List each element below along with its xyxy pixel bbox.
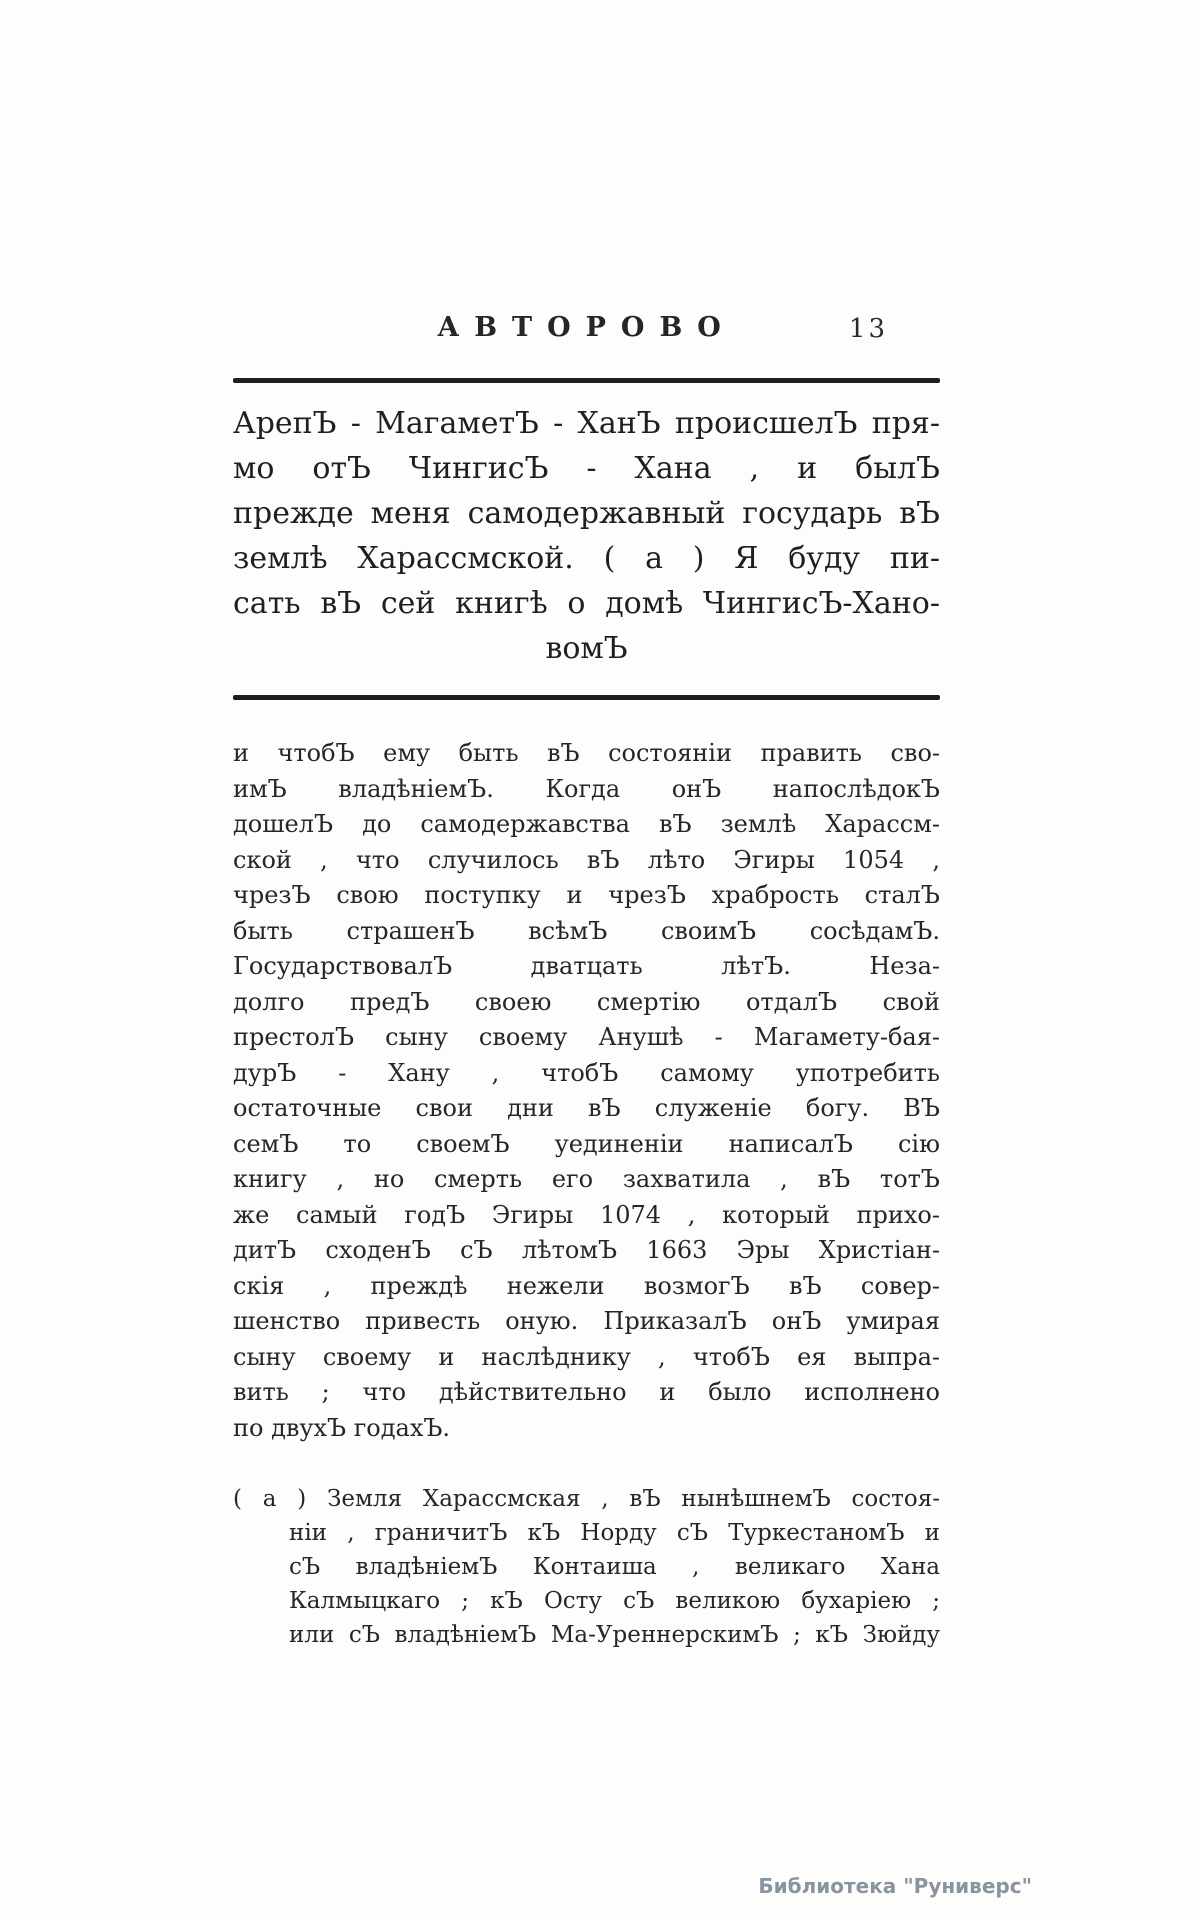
text-line: престолЪ сыну своему Анушѣ - Магамету-бая- <box>233 1023 940 1051</box>
body-paragraph <box>233 736 940 1446</box>
text-line: дошелЪ до самодержавства вЪ землѣ Харассм- <box>233 810 940 838</box>
text-line: остаточные свои дни вЪ служеніе богу. ВЪ <box>233 1094 940 1122</box>
text-line: ніи , граничитЪ кЪ Норду сЪ ТуркестаномЪ и <box>289 1520 940 1546</box>
text-line: вить ; что дѣйствительно и было исполнено <box>233 1378 940 1406</box>
text-line: и чтобЪ ему быть вЪ состояніи править сво- <box>233 739 940 767</box>
text-line: сЪ владѣніемЪ Контаиша , великаго Хана <box>289 1554 940 1580</box>
horizontal-rule-bottom <box>233 695 940 700</box>
running-title: АВТОРОВО <box>437 312 736 343</box>
text-block <box>233 312 940 1652</box>
page-number: 13 <box>848 314 888 344</box>
text-line: вомЪ <box>545 631 628 666</box>
text-line: Калмыцкаго ; кЪ Осту сЪ великою бухаріею ; <box>289 1588 940 1614</box>
lead-paragraph <box>233 401 940 671</box>
text-line: книгу , но смерть его захватила , вЪ тотЪ <box>233 1165 940 1193</box>
text-line: быть страшенЪ всѣмЪ своимЪ сосѣдамЪ. <box>233 916 940 945</box>
text-line: же самый годЪ Эгиры 1074 , который прихо- <box>233 1200 940 1229</box>
horizontal-rule-top <box>233 378 940 383</box>
text-line: дурЪ - Хану , чтобЪ самому употребить <box>233 1058 940 1087</box>
text-line: долго предЪ своею смертію отдалЪ свой <box>233 987 940 1016</box>
text-line: прежде меня самодержавный государь вЪ <box>233 496 940 531</box>
text-line: ГосударствовалЪ дватцать лѣтЪ. Неза- <box>233 952 940 980</box>
text-line: или сЪ владѣніемЪ Ма-УреннерскимЪ ; кЪ Зюйду <box>289 1622 940 1648</box>
text-line: АрепЪ - МагаметЪ - ХанЪ происшелЪ пря- <box>233 406 940 441</box>
text-line: скія , преждѣ нежели возмогЪ вЪ совер- <box>233 1271 940 1300</box>
page-header <box>233 312 940 352</box>
text-line: имЪ владѣніемЪ. Когда онЪ напослѣдокЪ <box>233 774 940 803</box>
text-line: сыну своему и наслѣднику , чтобЪ ея выпра- <box>233 1342 940 1371</box>
text-line: мо отЪ ЧингисЪ - Хана , и былЪ <box>233 451 940 486</box>
library-watermark: Библиотека "Руниверс" <box>758 1874 1032 1898</box>
text-line: семЪ то своемЪ уединеніи написалЪ сію <box>233 1129 940 1158</box>
text-line: ( а ) Земля Харассмская , вЪ нынѣшнемЪ состоя- <box>233 1486 940 1512</box>
text-line: сать вЪ сей книгѣ о домѣ ЧингисЪ-Хано- <box>233 586 940 621</box>
text-line: землѣ Харассмской. ( а ) Я буду пи- <box>233 541 940 576</box>
text-line: чрезЪ свою поступку и чрезЪ храбрость сталЪ <box>233 881 940 909</box>
text-line: ской , что случилось вЪ лѣто Эгиры 1054 , <box>233 845 940 874</box>
text-line: шенство привесть оную. ПриказалЪ онЪ умирая <box>233 1307 940 1335</box>
text-line: по двухЪ годахЪ. <box>233 1413 451 1442</box>
text-line: дитЪ сходенЪ сЪ лѣтомЪ 1663 Эры Христіан- <box>233 1236 940 1264</box>
footnote <box>233 1482 940 1652</box>
